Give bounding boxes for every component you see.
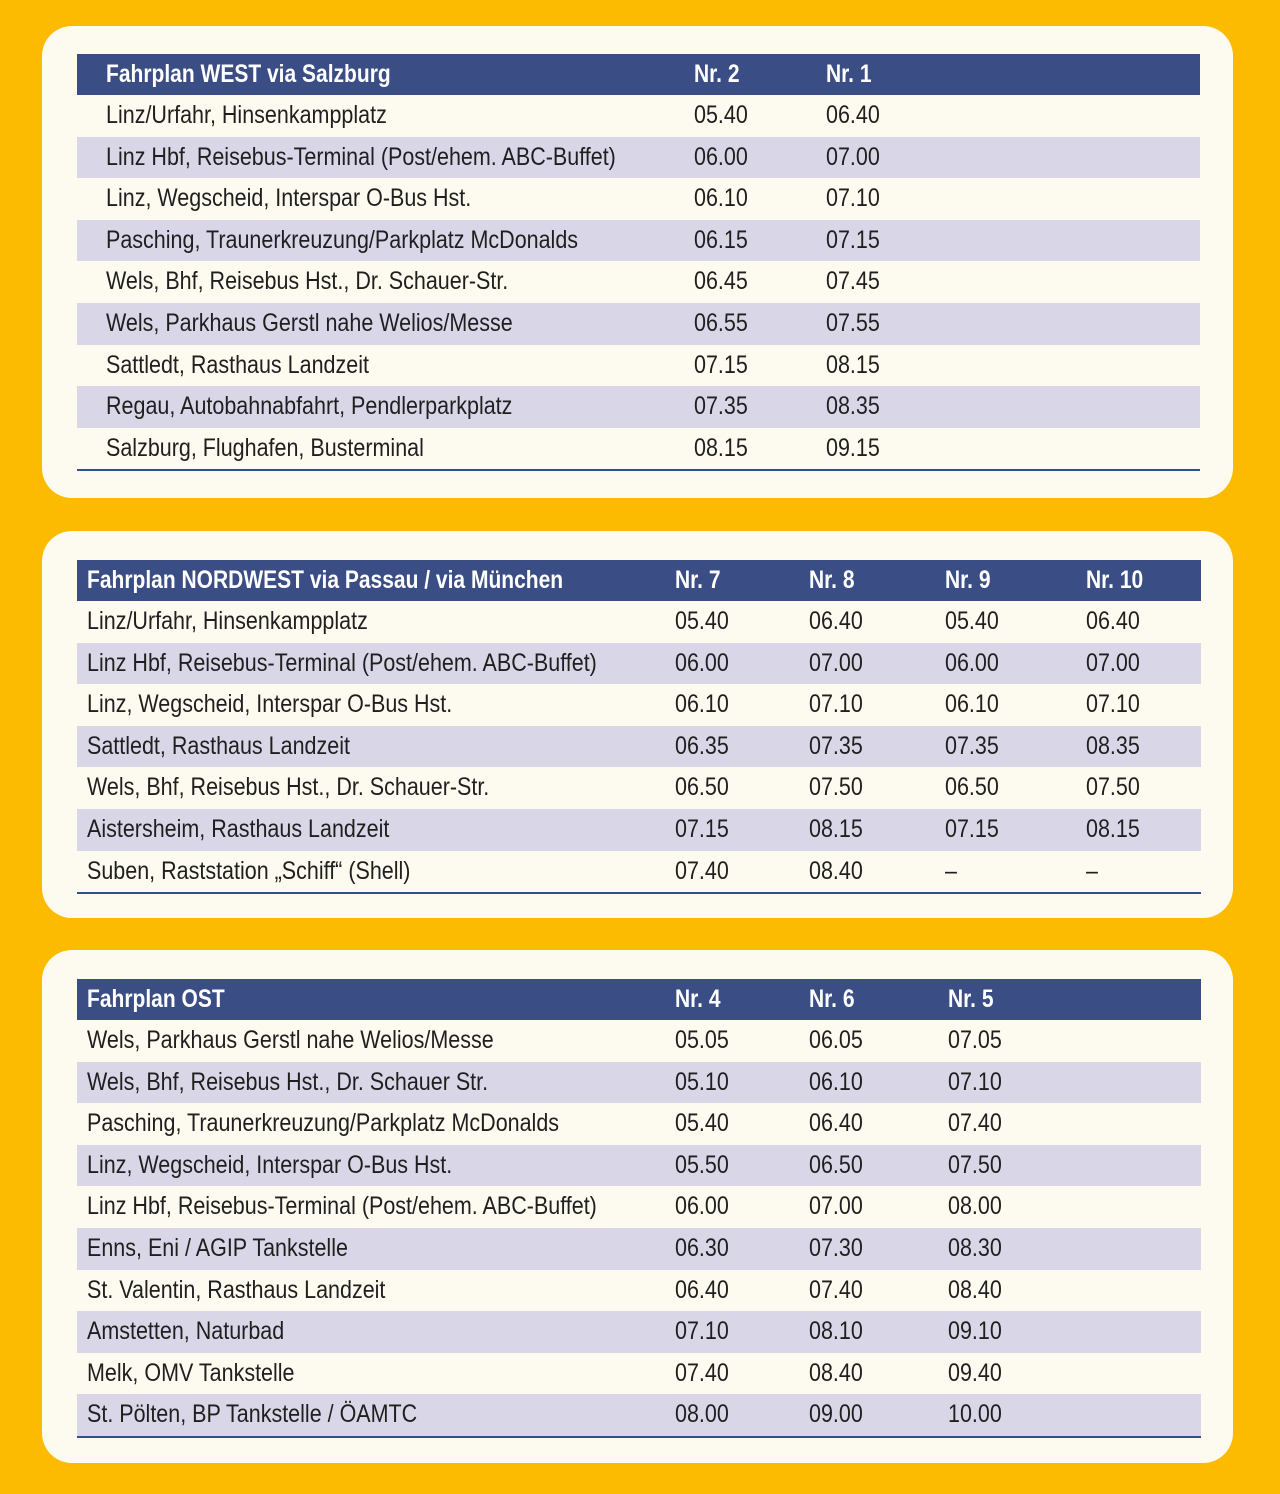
table-row bbox=[77, 809, 1201, 851]
stop-name: Linz, Wegscheid, Interspar O-Bus Hst. bbox=[87, 1150, 453, 1179]
table-row bbox=[77, 643, 1201, 685]
table-row bbox=[77, 726, 1201, 768]
departure-time: 08.15 bbox=[809, 814, 863, 843]
departure-time: 08.40 bbox=[809, 856, 863, 885]
departure-time: 06.00 bbox=[675, 648, 729, 677]
stop-name: Sattledt, Rasthaus Landzeit bbox=[106, 350, 369, 379]
departure-time: 05.50 bbox=[675, 1150, 729, 1179]
departure-time: 06.10 bbox=[945, 690, 999, 719]
table-row bbox=[77, 261, 1200, 303]
stop-name: Wels, Bhf, Reisebus Hst., Dr. Schauer-Str. bbox=[106, 267, 509, 296]
departure-time: 06.15 bbox=[694, 225, 748, 254]
stop-name: Linz/Urfahr, Hinsenkampplatz bbox=[106, 101, 387, 129]
departure-time: 07.40 bbox=[809, 1275, 863, 1304]
stop-name: Wels, Parkhaus Gerstl nahe Welios/Messe bbox=[106, 308, 513, 337]
departure-time: 08.40 bbox=[948, 1275, 1002, 1304]
departure-time: 08.00 bbox=[675, 1400, 729, 1429]
departure-time: 07.10 bbox=[809, 690, 863, 719]
table-row bbox=[77, 95, 1200, 137]
departure-time: 08.10 bbox=[809, 1317, 863, 1346]
departure-time: 07.40 bbox=[675, 856, 729, 885]
departure-time: 07.35 bbox=[809, 731, 863, 760]
departure-time: 07.35 bbox=[694, 392, 748, 421]
table-row bbox=[77, 345, 1200, 387]
table-row bbox=[77, 1020, 1201, 1062]
table-row bbox=[77, 220, 1200, 262]
departure-time: 06.10 bbox=[675, 690, 729, 719]
departure-time: 07.00 bbox=[1086, 648, 1140, 677]
column-header: Nr. 7 bbox=[675, 566, 721, 594]
table-row bbox=[77, 386, 1200, 428]
stop-name: Linz, Wegscheid, Interspar O-Bus Hst. bbox=[106, 184, 472, 213]
departure-time: 07.50 bbox=[1086, 773, 1140, 802]
departure-time: 07.30 bbox=[809, 1233, 863, 1262]
table-row bbox=[77, 1270, 1201, 1312]
departure-time: 05.40 bbox=[945, 607, 999, 635]
stop-name: Enns, Eni / AGIP Tankstelle bbox=[87, 1233, 348, 1262]
table-title: Fahrplan NORDWEST via Passau / via München bbox=[87, 566, 564, 594]
departure-time: 07.50 bbox=[948, 1150, 1002, 1179]
departure-time: 09.00 bbox=[809, 1400, 863, 1429]
stop-name: Pasching, Traunerkreuzung/Parkplatz McDonalds bbox=[106, 225, 579, 254]
departure-time: 09.15 bbox=[826, 433, 880, 462]
departure-time: 08.40 bbox=[809, 1358, 863, 1387]
departure-time: 07.15 bbox=[694, 350, 748, 379]
stop-name: Wels, Parkhaus Gerstl nahe Welios/Messe bbox=[87, 1026, 494, 1054]
column-header: Nr. 8 bbox=[809, 566, 855, 594]
column-header: Nr. 6 bbox=[809, 985, 855, 1013]
departure-time: 05.40 bbox=[675, 607, 729, 635]
departure-time: 06.35 bbox=[675, 731, 729, 760]
departure-time: 06.40 bbox=[675, 1275, 729, 1304]
column-header: Nr. 5 bbox=[948, 985, 994, 1013]
stop-name: Wels, Bhf, Reisebus Hst., Dr. Schauer-Str. bbox=[87, 773, 490, 802]
column-header: Nr. 2 bbox=[694, 60, 740, 88]
stop-name: Melk, OMV Tankstelle bbox=[87, 1358, 295, 1387]
column-header: Nr. 4 bbox=[675, 985, 721, 1013]
stop-name: St. Valentin, Rasthaus Landzeit bbox=[87, 1275, 386, 1304]
departure-time: 07.00 bbox=[809, 1192, 863, 1221]
column-header: Nr. 10 bbox=[1086, 566, 1144, 594]
stop-name: Linz Hbf, Reisebus-Terminal (Post/ehem. ABC-Buffet) bbox=[87, 1192, 597, 1221]
departure-time: 07.50 bbox=[809, 773, 863, 802]
table-row bbox=[77, 1145, 1201, 1187]
departure-time: 07.10 bbox=[826, 184, 880, 213]
departure-time: 07.00 bbox=[809, 648, 863, 677]
departure-time: 06.05 bbox=[809, 1026, 863, 1054]
departure-time: 07.15 bbox=[945, 814, 999, 843]
departure-time: – bbox=[1086, 856, 1098, 885]
column-header: Nr. 9 bbox=[945, 566, 991, 594]
departure-time: 07.45 bbox=[826, 267, 880, 296]
departure-time: 07.10 bbox=[675, 1317, 729, 1346]
timetable-west bbox=[77, 54, 1200, 471]
stop-name: Wels, Bhf, Reisebus Hst., Dr. Schauer Str. bbox=[87, 1067, 489, 1096]
departure-time: 08.00 bbox=[948, 1192, 1002, 1221]
departure-time: 07.05 bbox=[948, 1026, 1002, 1054]
stop-name: Aistersheim, Rasthaus Landzeit bbox=[87, 814, 390, 843]
departure-time: 06.00 bbox=[675, 1192, 729, 1221]
departure-time: 08.15 bbox=[1086, 814, 1140, 843]
departure-time: 06.40 bbox=[826, 101, 880, 129]
table-row bbox=[77, 1186, 1201, 1228]
stop-name: Linz, Wegscheid, Interspar O-Bus Hst. bbox=[87, 690, 453, 719]
departure-time: 06.40 bbox=[1086, 607, 1140, 635]
departure-time: 05.40 bbox=[694, 101, 748, 129]
departure-time: 07.40 bbox=[675, 1358, 729, 1387]
table-row bbox=[77, 851, 1201, 893]
departure-time: 07.00 bbox=[826, 142, 880, 171]
table-row bbox=[77, 601, 1201, 643]
departure-time: 09.40 bbox=[948, 1358, 1002, 1387]
timetable-ost bbox=[77, 979, 1201, 1438]
table-row bbox=[77, 1311, 1201, 1353]
departure-time: 08.15 bbox=[694, 433, 748, 462]
table-row bbox=[77, 137, 1200, 179]
table-header bbox=[77, 979, 1201, 1020]
departure-time: 06.40 bbox=[809, 607, 863, 635]
table-row bbox=[77, 684, 1201, 726]
timetable-card-nordwest bbox=[42, 531, 1233, 918]
departure-time: 09.10 bbox=[948, 1317, 1002, 1346]
table-row bbox=[77, 1062, 1201, 1104]
departure-time: – bbox=[945, 856, 957, 885]
table-row bbox=[77, 1228, 1201, 1270]
table-row bbox=[77, 1394, 1201, 1436]
table-title: Fahrplan WEST via Salzburg bbox=[106, 60, 391, 88]
stop-name: Linz Hbf, Reisebus-Terminal (Post/ehem. ABC-Buffet) bbox=[106, 142, 616, 171]
departure-time: 06.30 bbox=[675, 1233, 729, 1262]
timetable-card-west bbox=[42, 26, 1233, 498]
table-row bbox=[77, 767, 1201, 809]
table-header bbox=[77, 560, 1201, 601]
departure-time: 06.10 bbox=[809, 1067, 863, 1096]
departure-time: 07.15 bbox=[675, 814, 729, 843]
departure-time: 07.55 bbox=[826, 308, 880, 337]
stop-name: Regau, Autobahnabfahrt, Pendlerparkplatz bbox=[106, 392, 513, 421]
departure-time: 08.35 bbox=[1086, 731, 1140, 760]
column-header: Nr. 1 bbox=[826, 60, 872, 88]
departure-time: 05.40 bbox=[675, 1109, 729, 1138]
departure-time: 06.50 bbox=[945, 773, 999, 802]
stop-name: Amstetten, Naturbad bbox=[87, 1317, 285, 1346]
departure-time: 06.45 bbox=[694, 267, 748, 296]
departure-time: 10.00 bbox=[948, 1400, 1002, 1429]
timetable-card-ost bbox=[42, 950, 1233, 1463]
stop-name: Linz Hbf, Reisebus-Terminal (Post/ehem. ABC-Buffet) bbox=[87, 648, 597, 677]
departure-time: 05.05 bbox=[675, 1026, 729, 1054]
departure-time: 07.35 bbox=[945, 731, 999, 760]
departure-time: 06.50 bbox=[809, 1150, 863, 1179]
table-row bbox=[77, 1103, 1201, 1145]
departure-time: 07.40 bbox=[948, 1109, 1002, 1138]
table-header bbox=[77, 54, 1200, 95]
departure-time: 06.50 bbox=[675, 773, 729, 802]
departure-time: 07.10 bbox=[1086, 690, 1140, 719]
table-row bbox=[77, 428, 1200, 470]
departure-time: 08.35 bbox=[826, 392, 880, 421]
departure-time: 08.30 bbox=[948, 1233, 1002, 1262]
stop-name: St. Pölten, BP Tankstelle / ÖAMTC bbox=[87, 1400, 418, 1429]
departure-time: 06.40 bbox=[809, 1109, 863, 1138]
stop-name: Linz/Urfahr, Hinsenkampplatz bbox=[87, 607, 368, 635]
timetable-nordwest bbox=[77, 560, 1201, 894]
departure-time: 07.15 bbox=[826, 225, 880, 254]
departure-time: 06.00 bbox=[694, 142, 748, 171]
stop-name: Suben, Raststation „Schiff“ (Shell) bbox=[87, 856, 411, 885]
table-row bbox=[77, 303, 1200, 345]
departure-time: 06.10 bbox=[694, 184, 748, 213]
stop-name: Salzburg, Flughafen, Busterminal bbox=[106, 433, 424, 462]
table-row bbox=[77, 1353, 1201, 1395]
departure-time: 05.10 bbox=[675, 1067, 729, 1096]
departure-time: 06.00 bbox=[945, 648, 999, 677]
stop-name: Sattledt, Rasthaus Landzeit bbox=[87, 731, 350, 760]
stop-name: Pasching, Traunerkreuzung/Parkplatz McDonalds bbox=[87, 1109, 560, 1138]
departure-time: 08.15 bbox=[826, 350, 880, 379]
table-title: Fahrplan OST bbox=[87, 985, 225, 1013]
departure-time: 07.10 bbox=[948, 1067, 1002, 1096]
table-row bbox=[77, 178, 1200, 220]
departure-time: 06.55 bbox=[694, 308, 748, 337]
